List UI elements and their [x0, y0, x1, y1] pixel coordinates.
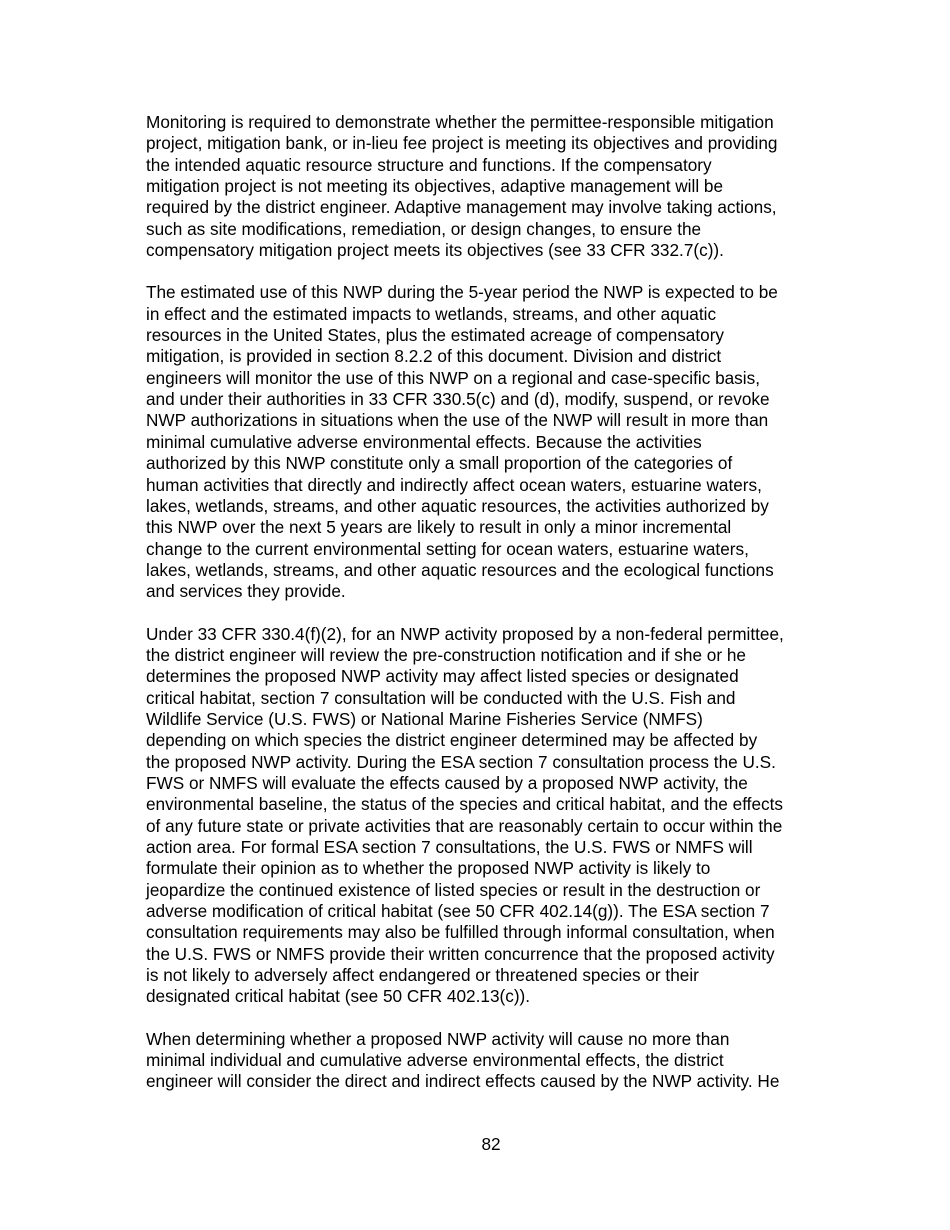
text-line: determines the proposed NWP activity may affect listed species or designated — [146, 666, 739, 687]
text-line: in effect and the estimated impacts to wetlands, streams, and other aquatic — [146, 303, 717, 324]
paragraph-esa-consultation — [146, 624, 846, 1008]
text-line: is not likely to adversely affect endangered or threatened species or their — [146, 965, 699, 986]
text-line: lakes, wetlands, streams, and other aquatic resources, the activities authorized by — [146, 495, 769, 516]
text-line: this NWP over the next 5 years are likely to result in only a minor incremental — [146, 517, 732, 538]
text-line: the district engineer will review the pre-construction notification and if she or he — [146, 644, 746, 665]
text-line: environmental baseline, the status of the species and critical habitat, and the effects — [146, 794, 783, 815]
text-line: the intended aquatic resource structure and functions. If the compensatory — [146, 154, 712, 175]
text-line: adverse modification of critical habitat (see 50 CFR 402.14(g)). The ESA section 7 — [146, 901, 770, 922]
text-line: engineer will consider the direct and indirect effects caused by the NWP activity. He — [146, 1071, 780, 1092]
text-line: of any future state or private activities that are reasonably certain to occur within the — [146, 815, 783, 836]
text-line: Under 33 CFR 330.4(f)(2), for an NWP activity proposed by a non-federal permittee, — [146, 623, 784, 644]
text-line: lakes, wetlands, streams, and other aquatic resources and the ecological functions — [146, 559, 774, 580]
paragraph-estimated-use — [146, 282, 846, 602]
text-line: engineers will monitor the use of this NWP on a regional and case-specific basis, — [146, 367, 760, 388]
text-line: When determining whether a proposed NWP activity will cause no more than — [146, 1028, 730, 1049]
text-line: jeopardize the continued existence of listed species or result in the destruction or — [146, 879, 761, 900]
text-line: compensatory mitigation project meets its objectives (see 33 CFR 332.7(c)). — [146, 240, 724, 261]
text-line: mitigation project is not meeting its objectives, adaptive management will be — [146, 176, 724, 197]
paragraph-determining-effects — [146, 1029, 846, 1093]
text-line: depending on which species the district engineer determined may be affected by — [146, 730, 758, 751]
text-line: such as site modifications, remediation, or design changes, to ensure the — [146, 218, 702, 239]
text-line: action area. For formal ESA section 7 consultations, the U.S. FWS or NMFS will — [146, 837, 753, 857]
text-line: designated critical habitat (see 50 CFR 402.13(c)). — [146, 986, 531, 1007]
text-line: the proposed NWP activity. During the ESA section 7 consultation process the U.S. — [146, 751, 776, 772]
text-line: resources in the United States, plus the estimated acreage of compensatory — [146, 325, 725, 346]
text-line: Monitoring is required to demonstrate whether the permittee-responsible mitigation — [146, 112, 774, 132]
text-line: The estimated use of this NWP during the 5-year period the NWP is expected to be — [146, 282, 778, 303]
text-line: minimal cumulative adverse environmental effects. Because the activities — [146, 431, 702, 452]
text-line: critical habitat, section 7 consultation will be conducted with the U.S. Fish and — [146, 687, 736, 708]
text-line: FWS or NMFS will evaluate the effects caused by a proposed NWP activity, the — [146, 772, 748, 793]
text-line: formulate their opinion as to whether the proposed NWP activity is likely to — [146, 858, 711, 879]
text-line: and services they provide. — [146, 581, 346, 602]
document-body — [146, 112, 846, 1114]
text-line: change to the current environmental setting for ocean waters, estuarine waters, — [146, 538, 749, 559]
text-line: the U.S. FWS or NMFS provide their written concurrence that the proposed activity — [146, 943, 775, 964]
text-line: and under their authorities in 33 CFR 330.5(c) and (d), modify, suspend, or revoke — [146, 389, 770, 410]
text-line: minimal individual and cumulative adverse environmental effects, the district — [146, 1050, 724, 1071]
text-line: mitigation, is provided in section 8.2.2 of this document. Division and district — [146, 346, 722, 367]
text-line: authorized by this NWP constitute only a small proportion of the categories of — [146, 453, 733, 474]
page-number: 82 — [481, 1134, 501, 1154]
text-line: human activities that directly and indirectly affect ocean waters, estuarine waters, — [146, 474, 762, 495]
text-line: NWP authorizations in situations when the use of the NWP will result in more than — [146, 410, 769, 431]
text-line: project, mitigation bank, or in-lieu fee project is meeting its objectives and providing — [146, 133, 778, 154]
text-line: required by the district engineer. Adaptive management may involve taking actions, — [146, 197, 777, 218]
text-line: Wildlife Service (U.S. FWS) or National Marine Fisheries Service (NMFS) — [146, 708, 703, 729]
paragraph-monitoring — [146, 112, 846, 261]
text-line: consultation requirements may also be fulfilled through informal consultation, when — [146, 922, 775, 943]
